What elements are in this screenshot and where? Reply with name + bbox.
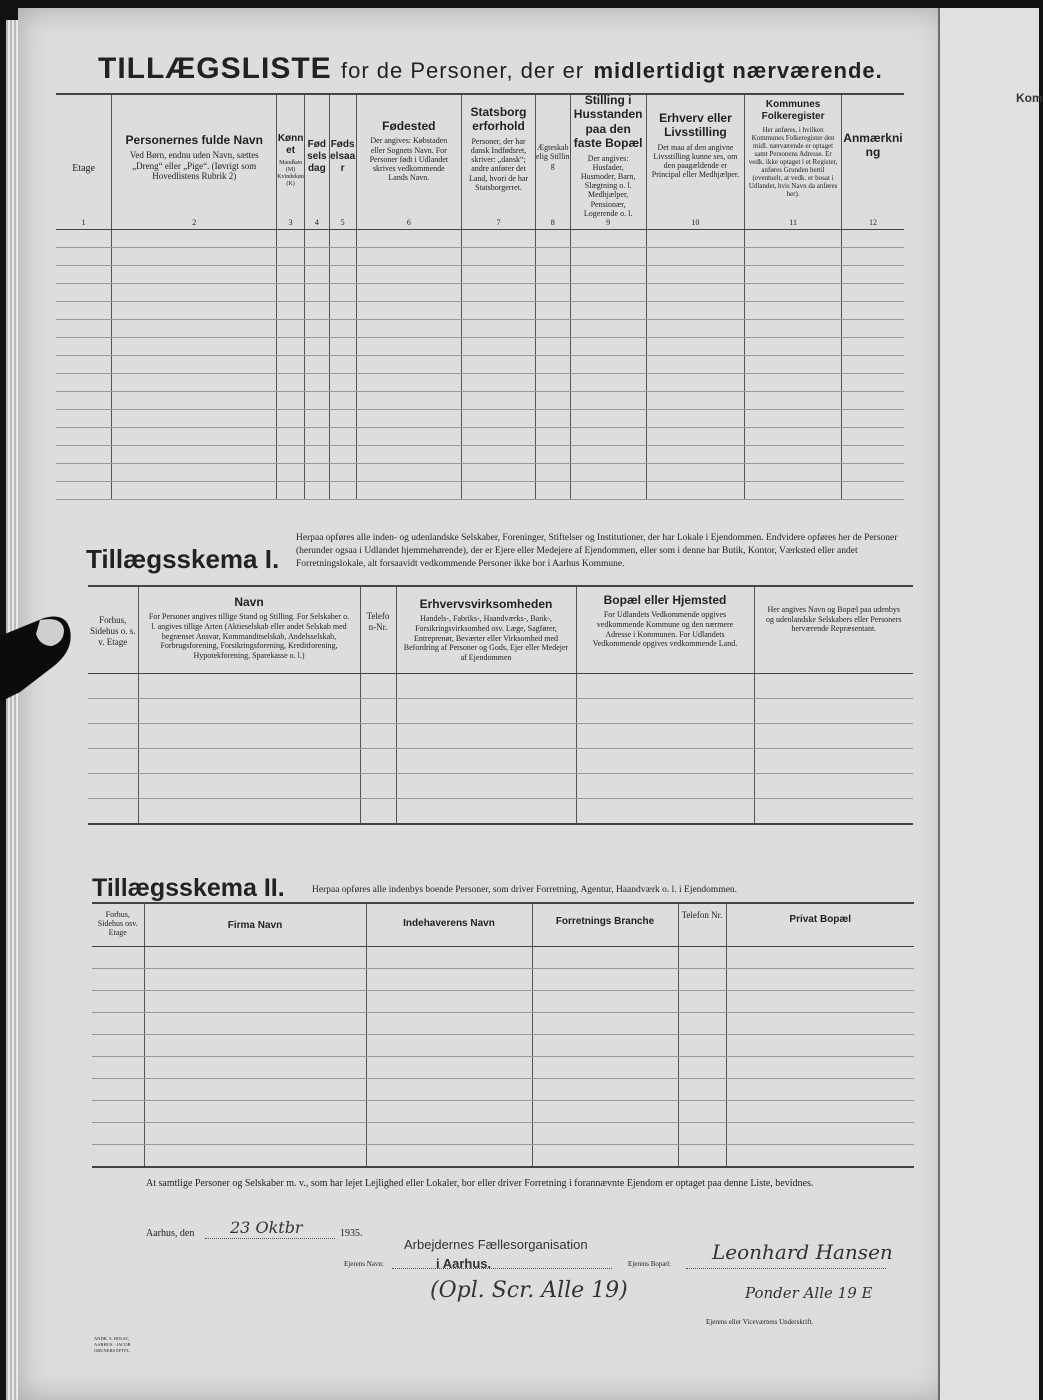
tillaegsliste-table xyxy=(56,93,904,500)
stamp-line-2: i Aarhus. xyxy=(436,1256,492,1271)
handwritten-address: Ponder Alle 19 E xyxy=(745,1284,873,1302)
date-handwritten: 23 Oktbr xyxy=(230,1218,303,1237)
table-row xyxy=(56,266,904,284)
skema1-col-etage: Forhus, Sidehus o. s. v. Etage xyxy=(88,586,138,674)
table-row xyxy=(88,799,913,825)
skema1-col-erhverv: Erhvervsvirksomheden Handels-, Fabriks-, Haandværks-, Bank-, Forsikringsvirksomhed osv. Læge, Sagfører, Entreprenør, Beværter eller Virksomhed med Befordring af Personer og Gods, Ejer eller Medejer af Ejendommen xyxy=(396,586,576,674)
skema2-header-row xyxy=(92,903,914,947)
table-row xyxy=(56,230,904,248)
skema2-col-bopael: Privat Bopæl xyxy=(726,903,914,947)
skema2-col-firma: Firma Navn xyxy=(144,903,366,947)
owner-name-line xyxy=(392,1268,612,1269)
place-label: Aarhus, den xyxy=(146,1228,195,1239)
table-row xyxy=(92,969,914,991)
attestation-text: At samtlige Personer og Selskaber m. v., som har lejet Lejlighed eller Lokaler, bor eller driver Forretning i forannævnte Ejendom er optaget paa denne Liste, bevidnes. xyxy=(146,1178,814,1189)
skema2-title: Tillægsskema II. xyxy=(92,874,285,902)
table-row xyxy=(56,320,904,338)
col-foedselsdag: Fødselsdag 4 xyxy=(304,94,329,230)
owner-address-line xyxy=(686,1268,886,1269)
skema1-col-bopael: Bopæl eller Hjemsted For Udlandets Vedkommende opgives vedkommende Kommune og den nærmere Adresse i Kommunen. For Udlandets Vedkommende opgives vedkommende Land. xyxy=(576,586,754,674)
table-row xyxy=(56,248,904,266)
handwritten-owner-address: (Opl. Scr. Alle 19) xyxy=(430,1278,628,1303)
table-row xyxy=(92,1013,914,1035)
table-row xyxy=(92,1079,914,1101)
skema1-col-navn: Navn For Personer angives tillige Stand og Stilling. For Selskaber o. l. angives tillige Arten (Aktieselskab eller andet Selskab med begrænset Ansvar, Kommanditselskab, Andelsselskab, Forbrugsforening, Forsikringsforening, Kreditforening, Hypotekforening, Sparekasse o. l.) xyxy=(138,586,360,674)
owner-name-label: Ejerens Navn: xyxy=(344,1260,384,1268)
col-stilling: Stilling i Husstanden paa den faste Bopæl Der angives: Husfader, Husmoder, Barn, Slægtning o. l. Medhjælper, Pensionær, Logerende o. l. 9 xyxy=(570,94,646,230)
col-aegteskab: Ægteskabelig Stilling 8 xyxy=(535,94,570,230)
skema2-col-indehaver: Indehaverens Navn xyxy=(366,903,532,947)
skema1-col-repraesentant: Her angives Navn og Bopæl paa udenbys og udenlandske Selskabers eller Personers herværende Repræsentant. xyxy=(754,586,913,674)
skema2-col-telefon: Telefon Nr. xyxy=(678,903,726,947)
title-main: TILLÆGSLISTE xyxy=(98,52,332,85)
table-row xyxy=(56,428,904,446)
printer-note: ANDR. S. HOLST, AARHUS · JACOB GRUNERS EFTFL. xyxy=(94,1336,131,1353)
col-navn: Personernes fulde Navn Ved Børn, endnu uden Navn, sættes „Dreng“ eller „Pige“. (Iøvrigt som Hovedlistens Rubrik 2) 2 xyxy=(112,94,277,230)
table-header-row xyxy=(56,94,904,230)
table-row xyxy=(92,1145,914,1168)
table-row xyxy=(56,338,904,356)
table-row xyxy=(56,302,904,320)
table-row xyxy=(88,749,913,774)
table-row xyxy=(92,991,914,1013)
title-emph: midlertidigt nærværende. xyxy=(593,58,883,83)
col-foedselsaar: Fødselsaar 5 xyxy=(329,94,356,230)
signature-label: Ejerens eller Viceværtens Underskrift. xyxy=(706,1318,814,1326)
col-anmaerkning: Anmærkning 12 xyxy=(841,94,904,230)
table-row xyxy=(92,1035,914,1057)
col-folkeregister: Kommunes Folkeregister Her anføres, i hvilken Kommunes Folkeregister den midl. nærværende er optaget samt Personens Adresse. Er vedk. ikke optaget i et Register, anføres Grunden hertil (eventuelt, at vedk. er bosat i Udlandet, hvis Navn da anføres her). 11 xyxy=(745,94,842,230)
table-row xyxy=(92,1101,914,1123)
table-row xyxy=(56,410,904,428)
skema2-description: Herpaa opføres alle indenbys boende Personer, som driver Forretning, Agentur, Haandværk o. l. i Ejendommen. xyxy=(312,885,738,895)
skema1-col-telefon: Telefon-Nr. xyxy=(360,586,396,674)
skema2-col-etage: Forhus, Sidehus osv. Etage xyxy=(92,903,144,947)
table-row xyxy=(56,356,904,374)
table-row xyxy=(88,724,913,749)
col-erhverv: Erhverv eller Livsstilling Det maa af den angivne Livsstilling kunne ses, om den paagældende er Principal eller Medhjælper. 10 xyxy=(646,94,745,230)
date-line xyxy=(205,1238,335,1239)
finger-artifact xyxy=(0,606,74,702)
skema1-title: Tillægsskema I. xyxy=(86,544,280,574)
skema2-col-branche: Forretnings Branche xyxy=(532,903,678,947)
table-row xyxy=(88,674,913,699)
col-statsborger: Statsborgerforhold Personer, der har dansk Indfødsret, skriver: „dansk“; andre anfører det Land, hvori de har Statsborgerret. 7 xyxy=(462,94,536,230)
stamp-line-1: Arbejdernes Fællesorganisation xyxy=(404,1237,588,1252)
table-row xyxy=(88,774,913,799)
table-row xyxy=(56,392,904,410)
table-row xyxy=(56,464,904,482)
table-row xyxy=(92,947,914,969)
owner-address-label: Ejerens Bopæl: xyxy=(628,1260,671,1268)
table-row xyxy=(56,284,904,302)
col-koennet: Kønnet Mandkøn (M) Kvindekøn (K) 3 xyxy=(277,94,305,230)
col-foedested: Fødested Der angives: Købstaden eller Sognets Navn. For Personer født i Udlandet skrives vedkommende Lands Navn. 6 xyxy=(356,94,462,230)
facing-page xyxy=(938,8,1043,1400)
table-row xyxy=(56,482,904,500)
skema1-table xyxy=(88,585,913,825)
page-title xyxy=(98,52,883,86)
title-for: for de Personer, der er xyxy=(341,58,585,83)
table-row xyxy=(92,1123,914,1145)
facing-page-text: Kom xyxy=(1016,91,1043,105)
handwritten-signature: Leonhard Hansen xyxy=(712,1240,893,1264)
table-row xyxy=(88,699,913,724)
table-row xyxy=(56,374,904,392)
skema2-table xyxy=(92,902,914,1168)
col-etage: Etage 1 xyxy=(56,94,112,230)
year-text: 1935. xyxy=(340,1228,363,1239)
table-row xyxy=(92,1057,914,1079)
table-row xyxy=(56,446,904,464)
skema1-description: Herpaa opføres alle inden- og udenlandske Selskaber, Foreninger, Stiftelser og Institutioner, der har Lokale i Ejendommen. Endvidere opføres her de Personer (herunder ogsaa i Udlandet hjemmehørende), der er Ejere eller Medejere af Ejendommen, eller som i denne har Butik, Kontor, Værksted eller andet Forretningslokale, alt forsaavidt vedkommende Personer ikke bor i Aarhus Kommune. xyxy=(296,533,898,569)
skema1-header-row xyxy=(88,586,913,674)
